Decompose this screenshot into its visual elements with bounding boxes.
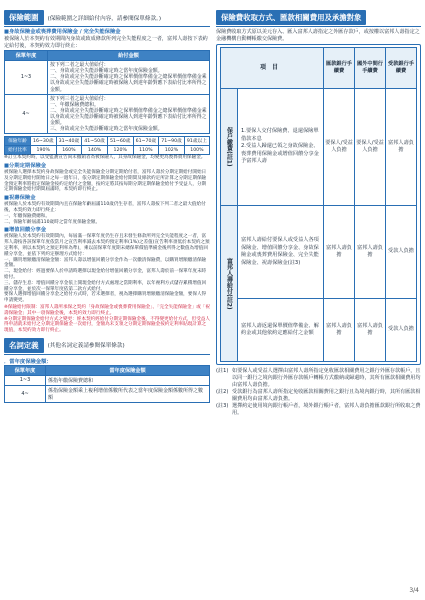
right-column [216, 0, 421, 417]
group-desc: 富邦人壽給付要保人或受益人各項保險金、增值回饋分享金、身故保險金或喪葬費用保險金、完全失能保險金、祝壽保險金(註3) [238, 206, 324, 299]
death-benefit-intro: 被保險人於本契約有效期間內身故或致成條款所列完全失能程度之一者，富邦人壽按下表約定給付後，本契約效力即行終止： [4, 36, 208, 49]
note-text: 如要保人或受益人選擇由富邦人壽所指定免收匯款相關費用之銀行外匯存款帳戶，且以同一銀行之境內銀行外匯存款帳戶轉帳方式繳納或歸還時，其所有匯款相關費用均由富邦人壽負擔。 [232, 368, 421, 389]
fee-cell: 受款人負擔 [386, 299, 417, 362]
rate-value: 190% [30, 146, 56, 155]
death-table-year-2: 4~ [5, 94, 48, 134]
rate-value: 120% [107, 146, 133, 155]
rate-value: 110% [133, 146, 159, 155]
dividend-item: 一、購買增額繳清保險金額：富邦人壽以增值回饋分享金作為一次繳清保險費，以購買增額繳清保險金額。 [4, 257, 207, 269]
table-row [5, 375, 210, 385]
terms-col-year: 保單年度 [5, 365, 46, 375]
rate-value: 100% [184, 146, 209, 155]
page-number: 3/4 [409, 587, 419, 594]
terms-subtitle: ．當年度保險金額： [4, 358, 52, 365]
dividend-subtitle: ■增值回饋分享金 [4, 227, 47, 234]
rate-age: 71~90歲 [159, 137, 185, 146]
note-item [216, 403, 421, 417]
note-id: (註2) [216, 389, 229, 396]
payment-notes [216, 368, 421, 417]
terms-year: 4~ [5, 385, 46, 402]
death-table-item: 二、身故或完全失能診斷確定時之保單價值準備金之總保單價值準備金乘以身故或完全失能診斷確定時被保險人到達年齡對應下表給付比率所得之金額。 [50, 74, 207, 93]
fee-cell: 富邦人壽負擔 [355, 299, 386, 362]
rate-age: 41~50歲 [82, 137, 108, 146]
terms-col-amount: 當年度保險金額 [46, 365, 210, 375]
death-table-item: 一、年繳保險費總和。 [50, 101, 99, 108]
death-benefit-subtitle: ■身故保險金或喪葬費用保險金 / 完全失能保險金 [4, 29, 121, 35]
note-text: 受款銀行為富邦人壽所指定免收匯款相關費用之銀行且為境內銀行時，其所有匯款相關費用均由富邦人壽負擔。 [232, 389, 421, 403]
installment-text: 被保險人選擇本契約身故保險金或完全失能保險金分期定期給付者，富邦人壽於分期定期給付開始日及分期定期給付開始日之每一週年日，依分期定期保險金給付期間及條款約定所計算之分期定期保險金預定利率將指定保險金按約定給付之金額，按約定將其按每期分期定期保險金給付予受益人，分期定期保險金給付期間屆滿時，本契約即行終止。 [4, 170, 207, 193]
terms-desc: 係指保險金額乘上複利增值係數所代表之當年度保險金額係數所得之數額 [46, 385, 210, 402]
table-row [221, 89, 417, 206]
rate-age: 31~40歲 [56, 137, 82, 146]
table-row [5, 146, 210, 155]
group-desc: 1.要保人交付保險費、退還保險單借款本息 2.受益人歸還已領之身故保險金、喪葬費用保險金或增值回饋分享金予富邦人壽 [238, 89, 324, 206]
group-desc: 富邦人壽返還保單價值準備金、解約金或其他依約定應給付之金額 [238, 299, 324, 362]
note-text: 選擇約定使用境內銀行帳戶者，境外銀行帳戶者，富邦人壽負擔匯款銀行所收取之費用。 [232, 403, 421, 417]
longevity-subtitle: ■祝壽保險金 [4, 195, 36, 202]
terms-header [4, 338, 210, 353]
installment-subtitle: ■分期定期保險金 [4, 163, 47, 170]
payment-intro: 保險費收取方式原以美元存入、匯入富邦人壽指定之外匯存款戶，或按權以富邦人壽指定之金融機構自動轉帳繳交保險費。 [216, 29, 420, 42]
rate-age: 61~70歲 [133, 137, 159, 146]
longevity-item: 一、年繳保險費總和。 [4, 213, 50, 219]
installment-change-note: ※分期定期保險金給付方式之變更：經本契約經給付分期定期保險金後，不得變更給付方式，但受益人得申請就未給付之分期定期保險金一次給付，金額為未支領之分期定期保險金按約定利率貼現計算之現值，本契約效力即行終止。 [4, 316, 210, 334]
fee-col-header: 受款銀行手續費 [386, 48, 417, 89]
coverage-note: (保險範圍之詳細給付內容，請參閱保單條款。) [47, 15, 162, 22]
table-row [5, 137, 210, 146]
rate-value: 102% [159, 146, 185, 155]
death-table-item: 一、身故或完全失能診斷確定時之當年度保險金額。 [50, 68, 163, 75]
payout-ratio-table [4, 136, 210, 155]
dividend-item: 二、現金給付：經過要保人於申請時選擇以現金給付增值回饋分享金，富邦人壽於前一保單年度末時給付。 [4, 269, 207, 280]
group-label-payer: 保戶繳費(註1) [221, 89, 238, 206]
terms-note: (其他名詞定義請參閱保單條款) [47, 343, 125, 350]
dividend-tail: 要保人選擇增值回饋分享金之給付方式時，若未選擇者，視為選擇購買增額繳清保險金額，要保人得申請變更。 [4, 292, 207, 304]
longevity-text: 被保險人於本契約有效期間內且在保險年齡屆滿110歲仍生存者，富邦人壽按下列二者之最大值給付後，本契約效力即行終止： [4, 202, 206, 213]
coverage-header [4, 10, 210, 25]
rate-value: 160% [56, 146, 82, 155]
rate-age: 51~60歲 [107, 137, 133, 146]
payment-title: 保險費收取方式、匯款相關費用及承擔對象 [216, 10, 366, 25]
benefit-limit-note: ※保險給付限制：富邦人壽所承保之契約「身故保險金或喪葬費用保險金」、「完全失能保險金」或「祝壽保險金」其中一項保險金後，本契約效力即行終止。 [4, 304, 210, 316]
rate-age: 16~30歲 [30, 137, 56, 146]
table-row [5, 61, 210, 94]
payment-header [216, 10, 421, 25]
rate-ratio-label: 給付比率 [5, 146, 31, 155]
coverage-title: 保險範圍 [4, 10, 44, 25]
fee-cell: 富邦人壽負擔 [324, 299, 355, 362]
terms-year: 1~3 [5, 375, 46, 385]
table-row [5, 385, 210, 402]
longevity-item: 二、保險年齡屆滿110歲時之當年度保險金額。 [4, 219, 101, 225]
table-row [221, 206, 417, 299]
fee-cell: 受款人負擔 [386, 206, 417, 299]
note-id: (註1) [216, 368, 229, 375]
terms-table [4, 365, 210, 403]
left-column [4, 0, 210, 403]
death-table-lead-1: 按下列二者之最大值給付： [50, 62, 109, 69]
group-label-insurer: 富邦人壽給付(註2) [221, 206, 238, 362]
fee-col-header: 匯款銀行手續費 [324, 48, 355, 89]
rate-value: 140% [82, 146, 108, 155]
table-row [221, 299, 417, 362]
payment-table-box [216, 44, 421, 365]
death-table-item: 二、身故或完全失能診斷確定時之保單價值準備金之總保單價值準備金乘以身故或完全失能診斷確定時被保險人到達年齡對應下表給付比率所得之金額。 [50, 107, 207, 127]
fee-cell: 富邦人壽負擔 [386, 89, 417, 206]
fee-cell: 富邦人壽負擔 [324, 206, 355, 299]
payment-fee-table [220, 47, 417, 362]
fee-cell: 要保人/受益人負擔 [324, 89, 355, 206]
rate-age-label: 保險年齡 [5, 137, 31, 146]
fee-col-header: 國外中間行手續費 [355, 48, 386, 89]
death-table-col-year: 保單年度 [5, 51, 48, 61]
table-row [5, 94, 210, 134]
fee-cell: 要保人/受益人負擔 [355, 89, 386, 206]
fee-cell: 富邦人壽負擔 [355, 206, 386, 299]
dividend-item: 三、儲存生息：增值回饋分享金依上開現金給付方式處理之當期利率，以年複利方式儲存累積增值回饋分享金，並於次一保單年度依第二款方式給付。 [4, 280, 207, 292]
rate-note: ※訂立本契約時，以受監護宣告尚未撤銷者為被保險人，其身故保險金，均變更為喪葬費用保險金。 [4, 155, 206, 161]
note-item [216, 389, 421, 403]
death-benefit-table [4, 50, 210, 134]
note-item [216, 368, 421, 389]
death-table-item: 三、身故或完全失能診斷確定時之當年度保險金額。 [50, 126, 163, 133]
death-table-lead-2: 按下列三者之最大值給付： [50, 95, 109, 102]
note-id: (註3) [216, 403, 229, 410]
dividend-text: 被保險人於本契約有效期間內，每屆滿一保單年度仍生存且未發生條款所列完全失能程度之一者，富邦人壽按各該保單年度依當月之宣告利率減去本契約預定利率(1%)之差值(宣告利率須低於本契約之預定利率，則以本契約之預定利率為準)，乘以前保單年度期末總保單價值準備金後所得之數值為增值回饋分享金，並依下列約定辦理方式給付： [4, 234, 210, 257]
death-table-col-amount: 給付金額 [48, 51, 210, 61]
death-table-year-1: 1~3 [5, 61, 48, 94]
table-row [221, 48, 417, 89]
rate-age: 91歲以上 [184, 137, 209, 146]
terms-title: 名詞定義 [4, 338, 44, 353]
terms-desc: 係指年繳保險費總和 [46, 375, 210, 385]
item-header: 項目 [221, 48, 324, 89]
